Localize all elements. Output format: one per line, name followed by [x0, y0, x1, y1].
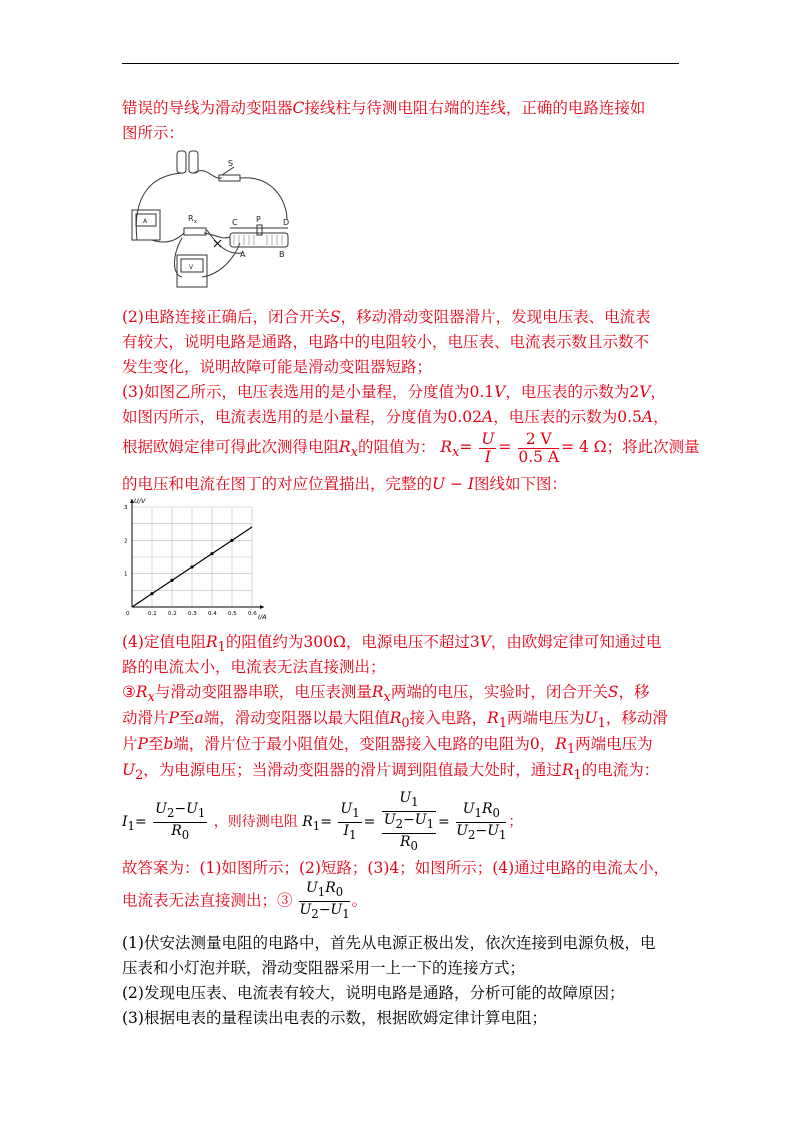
- fraction-answer: $\frac{U_1R_0}{U_2-U_1}$: [299, 880, 350, 921]
- data-point: [170, 579, 173, 582]
- formula-line: $I_1=$ $\frac{U_2-U_1}{R_0}$ ，则待测电阻 $R_1=$ $\frac{U_1}{I_1}$ = $\frac{U_1}{\frac{U_2-U_1}{R_0}}$ = $\frac{U_1R_0}{U_2-U_1}$ ；: [122, 790, 523, 853]
- fraction-u1-over-i1: $\frac{U_1}{I_1}$: [340, 800, 360, 842]
- p5-line-4: $U_2$，为电源电压；当滑动变阻器的滑片调到阻值最大处时，通过$R_1$的电流为：: [122, 761, 660, 784]
- fraction-nested: $\frac{U_1}{\frac{U_2-U_1}{R_0}}$: [383, 790, 435, 853]
- fraction-r1-result: $\frac{U_1R_0}{U_2-U_1}$: [456, 800, 507, 842]
- chart-axes: [130, 499, 264, 609]
- label-rx-sub: x: [194, 219, 197, 225]
- y-tick-label: 3: [124, 505, 128, 511]
- label-p: P: [256, 215, 261, 224]
- x-tick-label: 0.3: [188, 611, 197, 617]
- label-rx: R: [188, 214, 194, 223]
- label-a: A: [240, 250, 246, 259]
- u-i-chart: [118, 495, 278, 621]
- data-point: [210, 552, 213, 555]
- fraction-i1: $\frac{U_2-U_1}{R_0}$: [155, 800, 206, 842]
- p4-line-1: (4)定值电阻$R_1$的阻值约为300Ω，电源电压不超过3V，由欧姆定律可知通过电: [122, 633, 662, 656]
- label-c: C: [232, 218, 238, 227]
- resistor-rx: [184, 228, 206, 235]
- p5-line-3: 片P至b端，滑片位于最小阻值处，变阻器接入电路的电阻为0，$R_1$两端电压为: [122, 735, 653, 758]
- answer-line-2: 电流表无法直接测出；③ $\frac{U_1R_0}{U_2-U_1}$ 。: [122, 880, 368, 921]
- switch-lever: [222, 167, 234, 175]
- header-rule: [122, 63, 679, 64]
- y-tick-label: 1: [124, 571, 128, 578]
- label-s: S: [228, 159, 234, 168]
- answer-line-1: 故答案为：(1)如图所示；(2)短路；(3)4；如图所示；(4)通过电路的电流太小，: [122, 859, 670, 877]
- battery-cell-2: [189, 151, 198, 173]
- x-tick-label: 0.5: [228, 611, 237, 617]
- x-tick-label: 0.6: [248, 611, 257, 617]
- x-tick-label: 0.1: [148, 611, 157, 617]
- battery-cell-1: [177, 151, 186, 173]
- analysis-line-4: (3)根据电表的量程读出电表的示数，根据欧姆定律计算电阻；: [122, 1009, 547, 1027]
- chart-grid: [132, 507, 252, 607]
- p5-line-1: $③R_x$与滑动变阻器串联，电压表测量$R_x$两端的电压，实验时，闭合开关S，移: [122, 683, 650, 706]
- x-axis-arrow: [260, 605, 264, 609]
- fraction-u-over-i: $\frac{U}{I}$: [481, 429, 495, 466]
- analysis-line-2: 压表和小灯泡并联，滑动变阻器采用一上一下的连接方式；: [122, 959, 526, 977]
- analysis-line-1: (1)伏安法测量电阻的电路中，首先从电源正极出发，依次连接到电源负极，电: [122, 934, 656, 952]
- label-d: D: [283, 218, 290, 227]
- y-axis-label: U/V: [134, 497, 146, 505]
- y-tick-label: 2: [124, 538, 128, 545]
- p4-line-2: 路的电流太小，电流表无法直接测出；: [122, 658, 386, 676]
- p3-line-3: 根据欧姆定律可得此次测得电阻$R_x$的阻值为： $R_x=$ $\frac{U}{I}$ = $\frac{2 V}{0.5 A}$ = 4 Ω；将此次测量: [122, 429, 700, 466]
- data-point: [190, 565, 193, 568]
- chart-labels: [124, 497, 267, 621]
- x-tick-label: 0.4: [208, 611, 217, 617]
- fraction-2v-over-05a: $\frac{2 V}{0.5 A}$: [518, 429, 560, 466]
- p2-line-1: (2)电路连接正确后，闭合开关S，移动滑动变阻器滑片，发现电压表、电流表: [122, 308, 651, 326]
- analysis-line-3: (2)发现电压表、电流表有较大，说明电路是通路，分析可能的故障原因；: [122, 984, 625, 1002]
- x-axis-label: I/A: [258, 613, 267, 621]
- voltmeter-symbol: V: [189, 264, 194, 271]
- p1-line-1: 错误的导线为滑动变阻器C接线柱与待测电阻右端的连线，正确的电路连接如: [122, 99, 646, 117]
- cross-mark: [214, 240, 221, 247]
- data-point: [150, 592, 153, 595]
- p5-line-2: 动滑片P至a端，滑动变阻器以最大阻值$R_0$接入电路，$R_1$两端电压为$U_1$，移动滑: [122, 709, 668, 732]
- p3-line-2: 如图丙所示，电流表选用的是小量程，分度值为0.02A，电压表的示数为0.5A，: [122, 408, 669, 426]
- circuit-diagram: [122, 145, 312, 300]
- p2-line-3: 发生变化，说明故障可能是滑动变阻器短路；: [122, 358, 433, 376]
- data-point: [230, 539, 233, 542]
- x-tick-label: 0: [126, 611, 130, 617]
- p3-line-1: (3)如图乙所示，电压表选用的是小量程，分度值为0.1V，电压表的示数为2V，: [122, 383, 666, 401]
- p3-line-4: 的电压和电流在图丁的对应位置描出，完整的U − I图线如下图：: [122, 475, 568, 493]
- formula-r: R: [440, 438, 453, 456]
- p1-line-2: 图所示：: [122, 124, 185, 142]
- x-tick-label: 0.2: [168, 611, 177, 617]
- ammeter-symbol: A: [143, 218, 148, 225]
- label-b: B: [279, 250, 285, 259]
- p2-line-2: 有较大，说明电路是通路，电路中的电阻较小，电压表、电流表示数且示数不: [122, 333, 650, 351]
- switch-base: [219, 175, 240, 181]
